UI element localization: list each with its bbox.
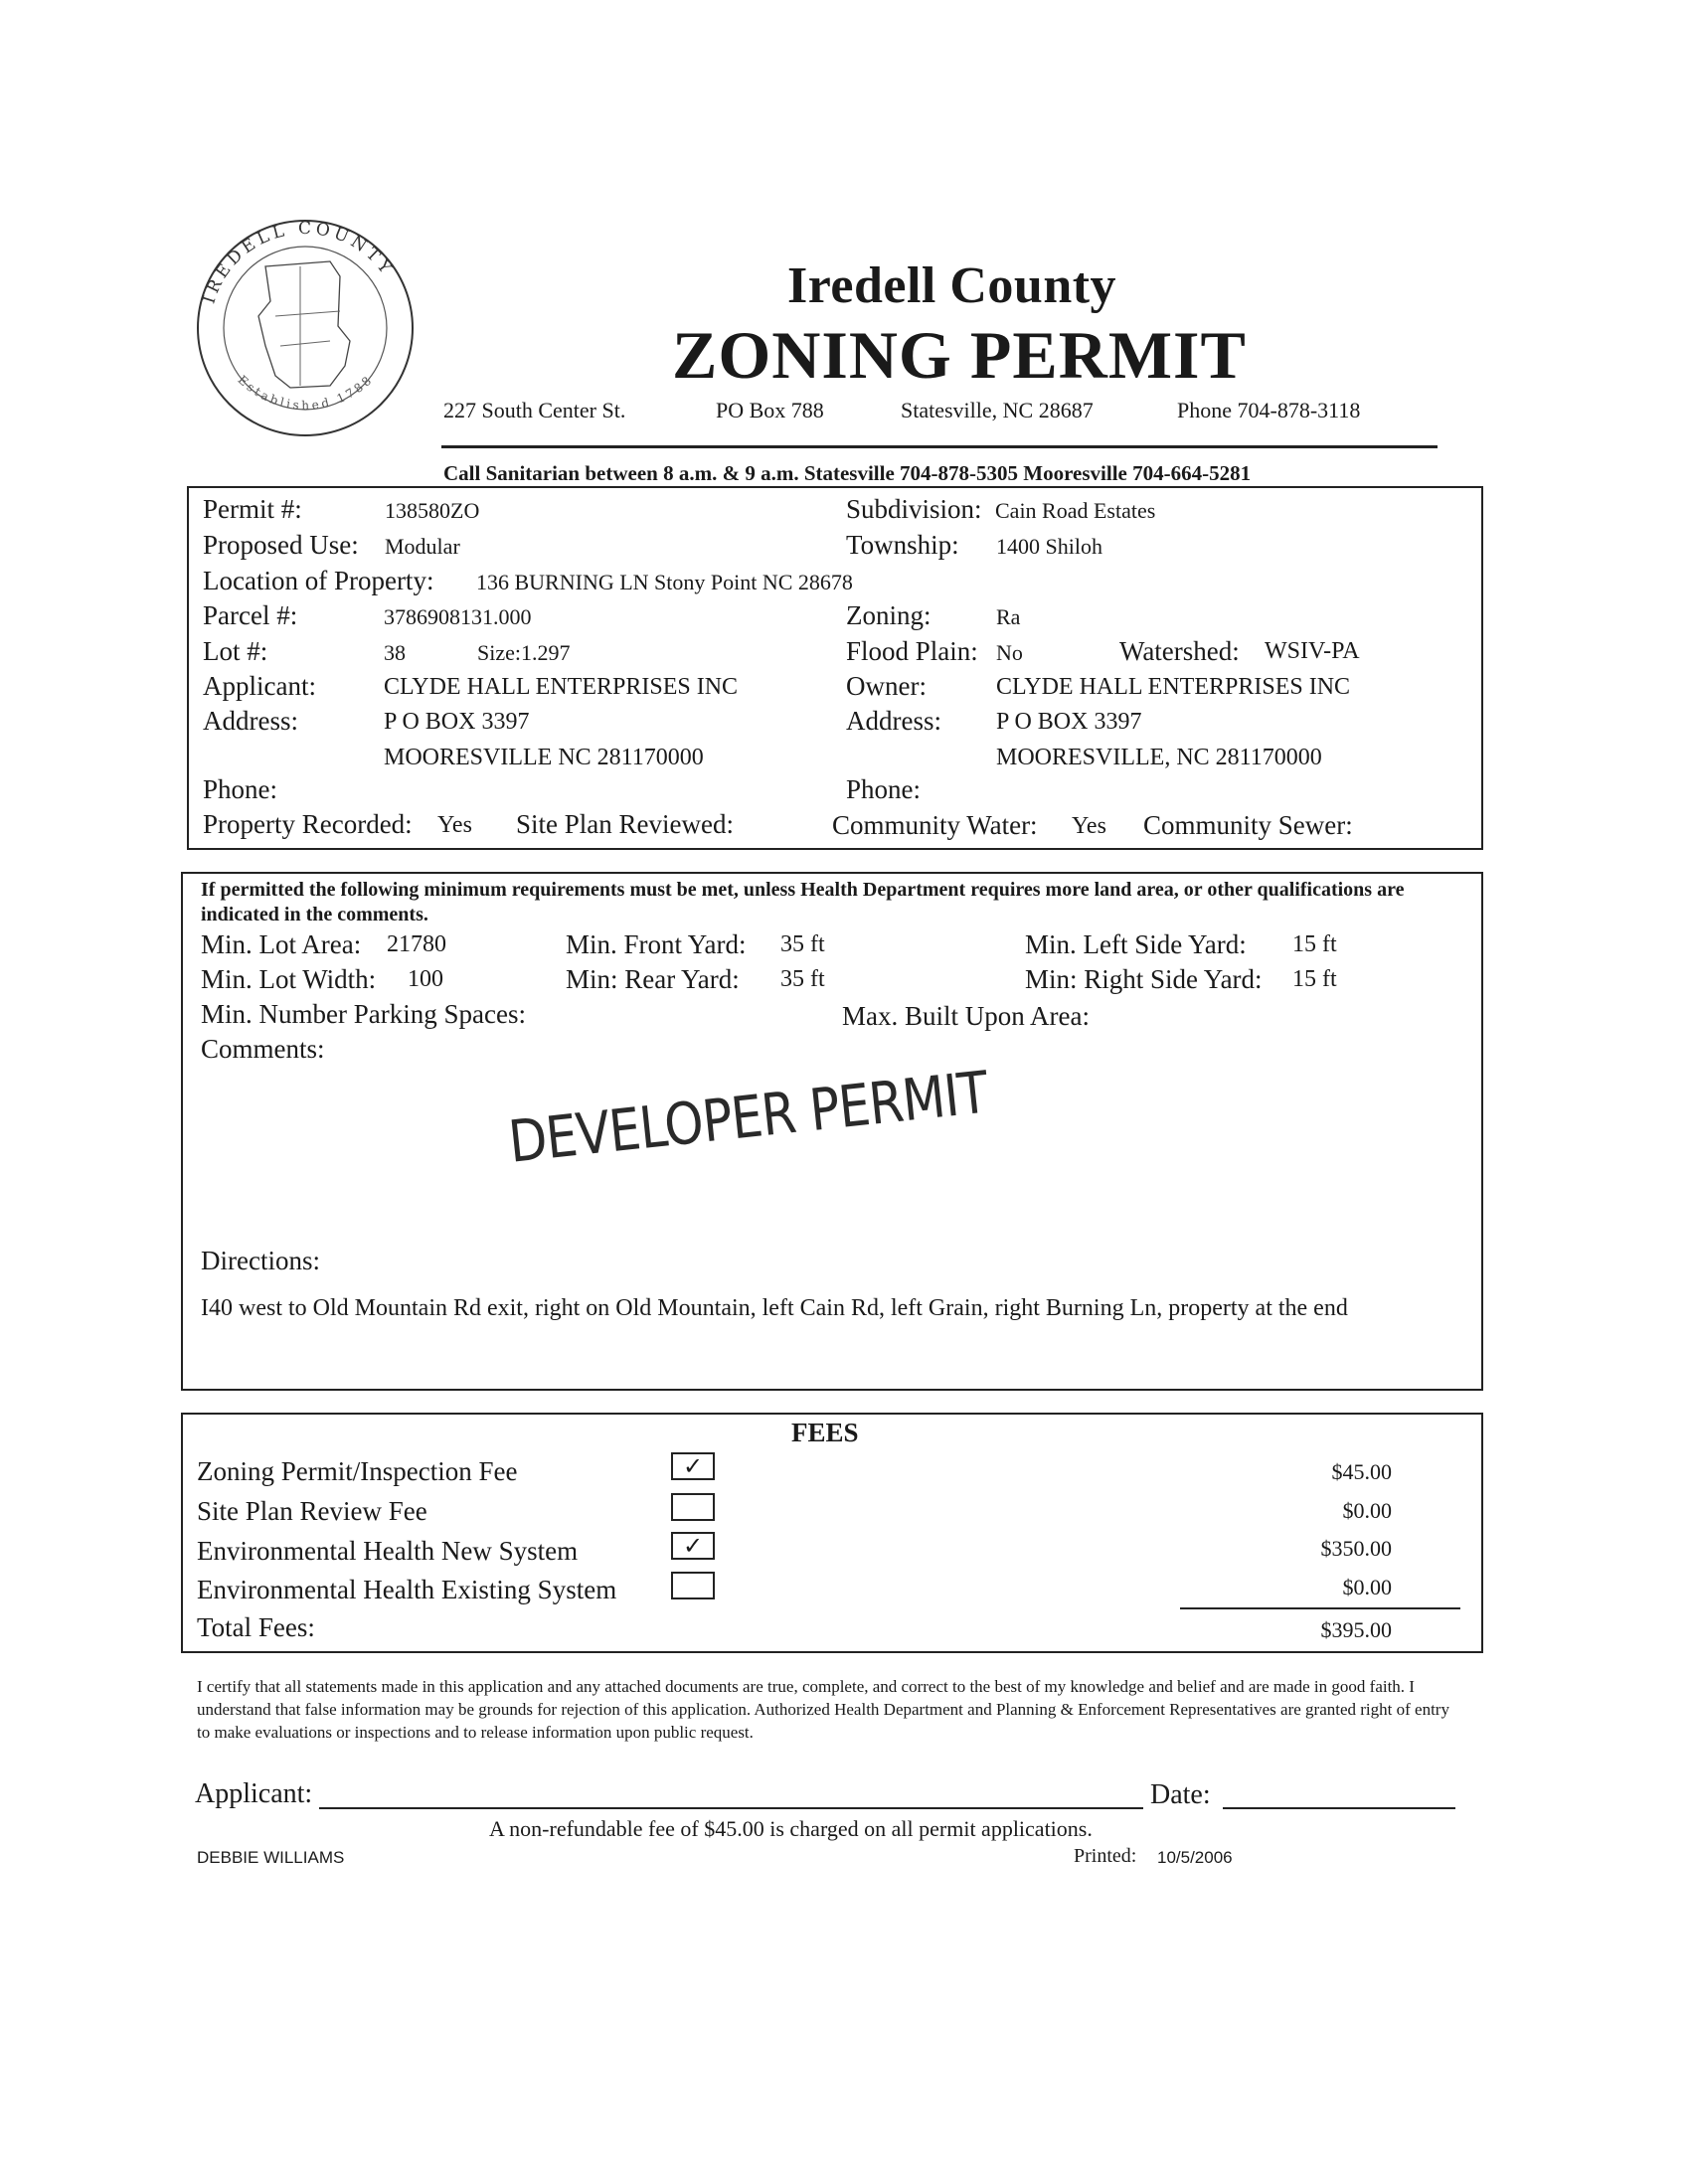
fee-label: Site Plan Review Fee — [197, 1496, 427, 1526]
proposed-use-label: Proposed Use: — [203, 530, 359, 560]
printed-label: Printed: — [1074, 1845, 1137, 1867]
fee-amount: $0.00 — [1342, 1575, 1392, 1599]
fee-amount: $350.00 — [1320, 1536, 1392, 1561]
header-divider — [441, 445, 1438, 448]
fee-checkbox[interactable]: ✓ — [671, 1452, 715, 1480]
fee-checkbox[interactable] — [671, 1572, 715, 1599]
zoning-label: Zoning: — [846, 600, 932, 630]
date-label: Date: — [1150, 1779, 1211, 1810]
min-right-side-yard-value: 15 ft — [1292, 966, 1337, 992]
sanitarian-call-line: Call Sanitarian between 8 a.m. & 9 a.m. Statesville 704-878-5305 Mooresville 704-664-5281 — [443, 461, 1252, 485]
county-name: Iredell County — [787, 257, 1117, 314]
owner-phone-label: Phone: — [846, 774, 922, 804]
fee-checkbox[interactable] — [671, 1493, 715, 1521]
min-lot-width-label: Min. Lot Width: — [201, 964, 377, 994]
min-left-side-yard-label: Min. Left Side Yard: — [1025, 929, 1247, 959]
township-value: 1400 Shiloh — [996, 534, 1102, 559]
property-recorded-value: Yes — [437, 812, 472, 838]
proposed-use-value: Modular — [385, 534, 460, 559]
lot-value: 38 — [384, 640, 406, 665]
owner-address-line2: MOORESVILLE, NC 281170000 — [996, 745, 1322, 770]
date-line[interactable] — [1223, 1807, 1455, 1809]
fee-checkbox[interactable]: ✓ — [671, 1532, 715, 1560]
township-label: Township: — [846, 530, 959, 560]
page-title: ZONING PERMIT — [672, 317, 1247, 393]
watershed-value: WSIV-PA — [1265, 638, 1360, 664]
location-value: 136 BURNING LN Stony Point NC 28678 — [476, 570, 853, 594]
svg-text:IREDELL COUNTY: IREDELL COUNTY — [199, 218, 398, 306]
min-front-yard-label: Min. Front Yard: — [566, 929, 747, 959]
property-recorded-label: Property Recorded: — [203, 809, 413, 839]
permit-label: Permit #: — [203, 494, 302, 524]
city-state-zip: Statesville, NC 28687 — [901, 398, 1094, 422]
street-address: 227 South Center St. — [443, 398, 626, 422]
min-right-side-yard-label: Min: Right Side Yard: — [1025, 964, 1263, 994]
site-plan-reviewed-label: Site Plan Reviewed: — [516, 809, 734, 839]
size-label: Size: — [477, 640, 521, 665]
min-parking-spaces-label: Min. Number Parking Spaces: — [201, 999, 526, 1029]
min-lot-area-value: 21780 — [387, 931, 446, 957]
fee-label: Environmental Health New System — [197, 1536, 579, 1566]
applicant-address-line2: MOORESVILLE NC 281170000 — [384, 745, 704, 770]
owner-address-label: Address: — [846, 706, 941, 736]
flood-plain-label: Flood Plain: — [846, 636, 978, 666]
property-info-box — [187, 486, 1483, 850]
svg-text:Established 1788: Established 1788 — [235, 372, 377, 413]
min-lot-area-label: Min. Lot Area: — [201, 929, 362, 959]
applicant-value: CLYDE HALL ENTERPRISES INC — [384, 674, 739, 700]
min-rear-yard-value: 35 ft — [780, 966, 825, 992]
community-sewer-label: Community Sewer: — [1143, 810, 1353, 840]
lot-label: Lot #: — [203, 636, 268, 666]
applicant-label: Applicant: — [203, 671, 316, 701]
po-box: PO Box 788 — [716, 398, 824, 422]
total-fees-amount: $395.00 — [1320, 1617, 1392, 1642]
certification-text: I certify that all statements made in this application and any attached documents are true, complete, and correct to the best of my knowledge and belief and are made in good faith. I understand that false information may be grounds for rejection of this application. Authorized Health Department and Planning & Enforcement Representatives are granted right of entry to make evaluations or inspections and to release information upon public request. — [197, 1677, 1449, 1742]
location-label: Location of Property: — [203, 566, 434, 595]
total-fees-label: Total Fees: — [197, 1612, 315, 1642]
applicant-phone-label: Phone: — [203, 774, 278, 804]
directions-label: Directions: — [201, 1246, 320, 1275]
owner-address-line1: P O BOX 3397 — [996, 709, 1142, 735]
owner-value: CLYDE HALL ENTERPRISES INC — [996, 674, 1351, 700]
developer-permit-stamp: DEVELOPER PERMIT — [505, 1058, 991, 1176]
community-water-label: Community Water: — [832, 810, 1038, 840]
applicant-address-line1: P O BOX 3397 — [384, 709, 530, 735]
office-phone: Phone 704-878-3118 — [1177, 398, 1361, 422]
requirements-note: If permitted the following minimum requirements must be met, unless Health Department requires more land area, or other qualifications are indicated in the comments. — [201, 879, 1405, 925]
fee-subtotal-rule — [1180, 1607, 1460, 1609]
printed-date: 10/5/2006 — [1157, 1848, 1233, 1867]
directions-text: I40 west to Old Mountain Rd exit, right on Old Mountain, left Cain Rd, left Grain, right Burning Ln, property at the end — [201, 1295, 1348, 1321]
watershed-label: Watershed: — [1119, 636, 1240, 666]
zoning-value: Ra — [996, 604, 1021, 629]
min-left-side-yard-value: 15 ft — [1292, 931, 1337, 957]
flood-plain-value: No — [996, 640, 1023, 665]
applicant-address-label: Address: — [203, 706, 298, 736]
parcel-value: 3786908131.000 — [384, 604, 532, 629]
min-front-yard-value: 35 ft — [780, 931, 825, 957]
county-seal-icon — [181, 217, 429, 440]
owner-label: Owner: — [846, 671, 927, 701]
applicant-signature-label: Applicant: — [195, 1778, 313, 1809]
size-value: 1.297 — [521, 640, 571, 665]
fee-label: Environmental Health Existing System — [197, 1575, 617, 1604]
subdivision-value: Cain Road Estates — [995, 498, 1156, 523]
clerk-name: DEBBIE WILLIAMS — [197, 1848, 345, 1867]
subdivision-label: Subdivision: — [846, 494, 982, 524]
parcel-label: Parcel #: — [203, 600, 298, 630]
fee-amount: $0.00 — [1342, 1498, 1392, 1523]
non-refundable-fee-note: A non-refundable fee of $45.00 is charged on all permit applications. — [489, 1816, 1093, 1841]
min-rear-yard-label: Min: Rear Yard: — [566, 964, 740, 994]
max-built-upon-area-label: Max. Built Upon Area: — [842, 1001, 1090, 1031]
min-lot-width-value: 100 — [408, 966, 443, 992]
community-water-value: Yes — [1072, 813, 1106, 839]
fees-title: FEES — [791, 1418, 859, 1447]
applicant-signature-line[interactable] — [319, 1807, 1143, 1809]
permit-number: 138580ZO — [385, 498, 480, 523]
comments-label: Comments: — [201, 1034, 325, 1064]
fee-label: Zoning Permit/Inspection Fee — [197, 1456, 518, 1486]
fee-amount: $45.00 — [1331, 1459, 1392, 1484]
